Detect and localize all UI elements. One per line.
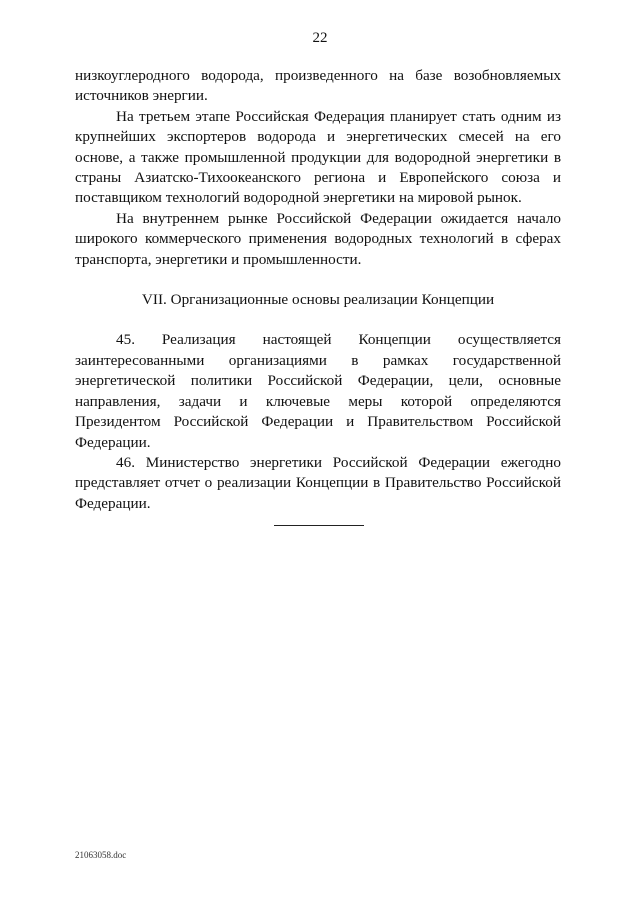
end-divider xyxy=(274,525,364,526)
page-number: 22 xyxy=(312,30,328,46)
clause-45: 45. Реализация настоящей Концепции осуществляется заинтересованными организациями в рамках государственной энергетической политики Российской Федерации, цели, основные направления, задачи и ключевые меры которой определяются Президентом Российской Федерации и Правительством Российской Федерации. xyxy=(75,331,561,451)
paragraph-continuation: низкоуглеродного водорода, произведенного на базе возобновляемых источников энергии. xyxy=(75,67,561,105)
document-body xyxy=(75,66,561,514)
section-heading: VII. Организационные основы реализации Концепции xyxy=(141,291,495,309)
paragraph-third-stage: На третьем этапе Российская Федерация планирует стать одним из крупнейших экспортеров водорода и энергетических смесей на его основе, а также промышленной продукции для водородной энергетики в страны Азиатско-Тихоокеанского региона и Европейского союза и поставщиком технологий водородной энергетики на мировой рынок. xyxy=(75,107,561,207)
footer-filename: 21063058.doc xyxy=(75,850,127,860)
paragraph-domestic-market: На внутреннем рынке Российской Федерации ожидается начало широкого коммерческого применения водородных технологий в сферах транспорта, энергетики и промышленности. xyxy=(75,209,561,268)
clause-46: 46. Министерство энергетики Российской Федерации ежегодно представляет отчет о реализации Концепции в Правительство Российской Федерации. xyxy=(75,453,561,512)
